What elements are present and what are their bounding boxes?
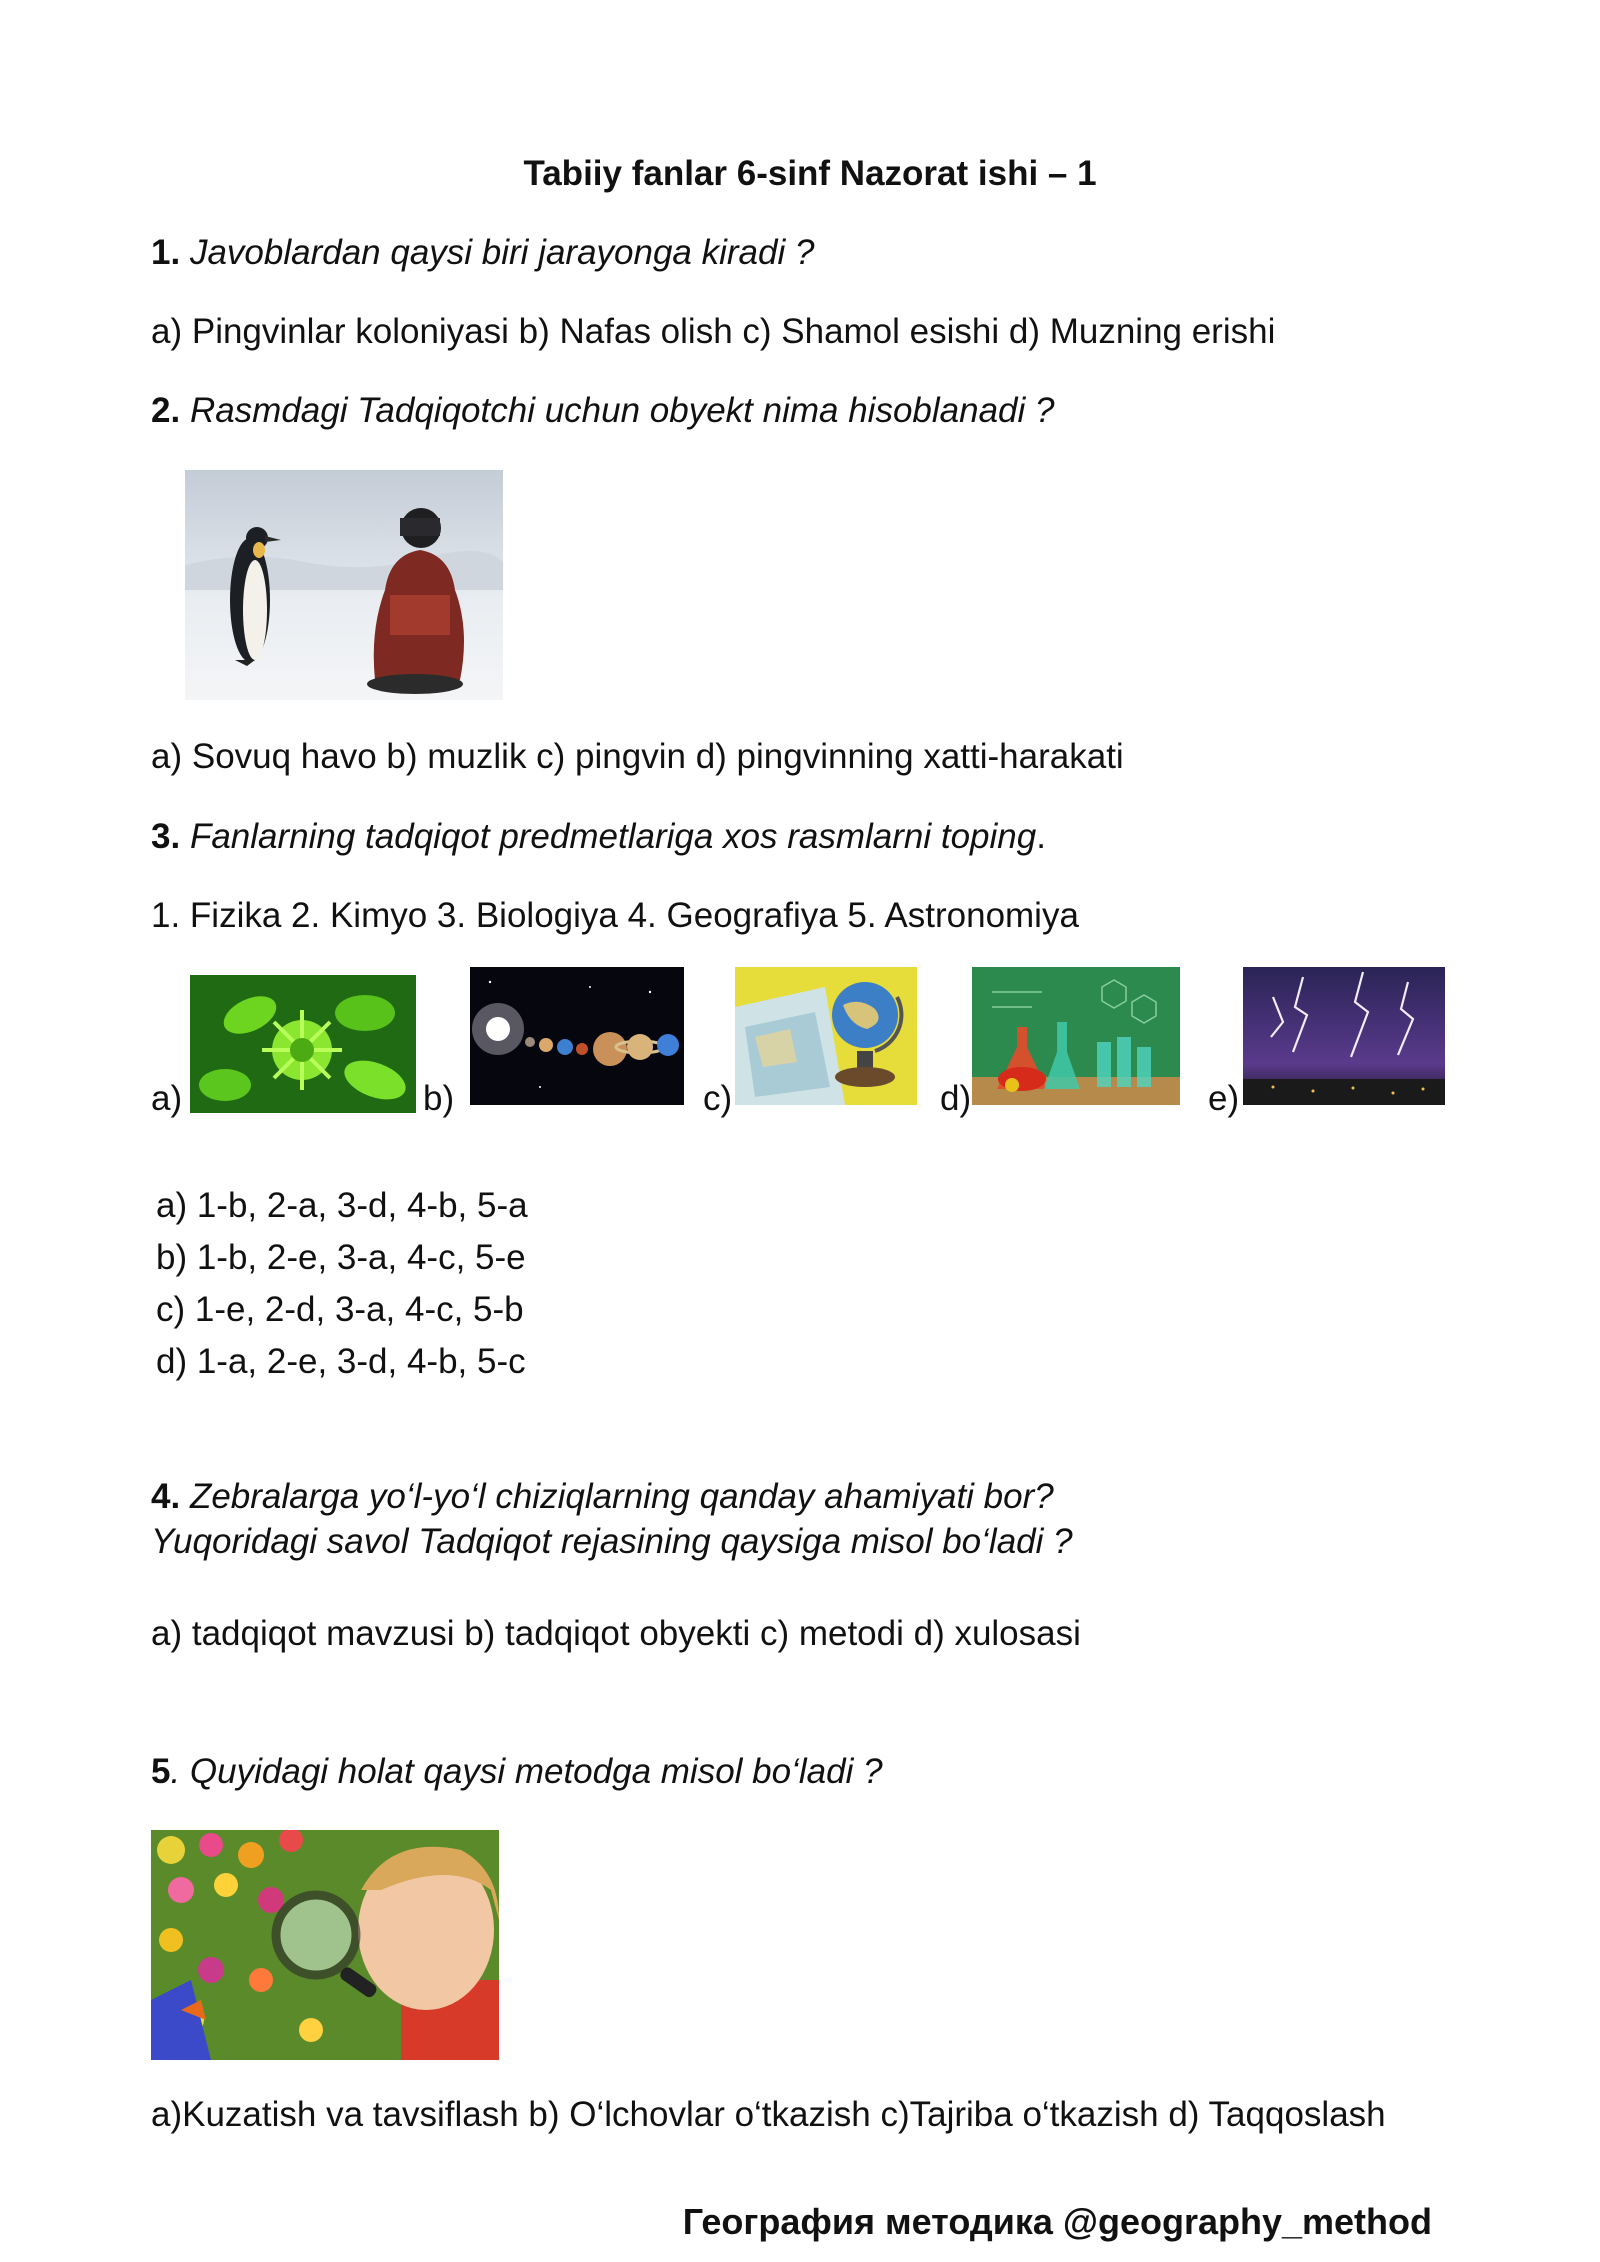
chemistry-flasks-image <box>972 967 1180 1105</box>
question-5-number: 5 <box>151 1752 171 1791</box>
question-5 <box>151 1750 883 1794</box>
answer-option-c: c) 1-e, 2-d, 3-a, 4-c, 5-b <box>156 1290 524 1329</box>
question-4-text-line2: Yuqoridagi savol Tadqiqot rejasining qaysiga misol bo‘ladi ? <box>151 1522 1073 1561</box>
question-2-text: Rasmdagi Tadqiqotchi uchun obyekt nima hisoblanadi ? <box>189 391 1055 430</box>
question-3-text-end: . <box>1036 817 1046 856</box>
question-5-options: a)Kuzatish va tavsiflash b) O‘lchovlar o‘tkazish c)Tajriba o‘tkazish d) Taqqoslash <box>151 2095 1386 2134</box>
question-2-options: a) Sovuq havo b) muzlik c) pingvin d) pingvinning xatti-harakati <box>151 737 1124 776</box>
question-4-options: a) tadqiqot mavzusi b) tadqiqot obyekti c) metodi d) xulosasi <box>151 1614 1081 1653</box>
question-4-number: 4. <box>151 1477 181 1516</box>
globe-map-image <box>735 967 917 1105</box>
answer-option-b: b) 1-b, 2-e, 3-a, 4-c, 5-e <box>156 1238 526 1277</box>
answer-option-d: d) 1-a, 2-e, 3-d, 4-b, 5-c <box>156 1342 526 1381</box>
question-3-number: 3. <box>151 817 181 856</box>
question-2-number: 2. <box>151 391 181 430</box>
image-label-d: d) <box>940 1079 972 1118</box>
page-title: Tabiiy fanlar 6-sinf Nazorat ishi – 1 <box>523 154 1097 193</box>
image-label-e: e) <box>1208 1079 1240 1118</box>
answer-option-a: a) 1-b, 2-a, 3-d, 4-b, 5-a <box>156 1186 528 1225</box>
question-3-text: Fanlarning tadqiqot predmetlariga xos rasmlarni toping <box>189 817 1037 856</box>
question-4 <box>151 1475 1054 1519</box>
subjects-list: 1. Fizika 2. Kimyo 3. Biologiya 4. Geografiya 5. Astronomiya <box>151 896 1079 935</box>
question-1-number: 1. <box>151 233 181 272</box>
question-3 <box>151 815 1046 859</box>
question-4-text-line1: Zebralarga yo‘l-yo‘l chiziqlarning qanday ahamiyati bor? <box>189 1477 1054 1516</box>
question-5-text: . Quyidagi holat qaysi metodga misol bo‘ladi ? <box>170 1752 883 1791</box>
question-1 <box>151 231 814 275</box>
penguin-researcher-photo <box>185 470 503 700</box>
lightning-image <box>1243 967 1445 1105</box>
image-label-c: c) <box>703 1079 733 1118</box>
footer-credit: География методика @geography_method <box>682 2201 1432 2242</box>
question-2 <box>151 389 1054 433</box>
boy-magnifier-photo <box>151 1830 499 2060</box>
question-1-options: a) Pingvinlar koloniyasi b) Nafas olish c) Shamol esishi d) Muzning erishi <box>151 312 1276 351</box>
planets-image <box>470 967 684 1105</box>
bacteria-image <box>190 975 416 1113</box>
image-label-b: b) <box>423 1079 455 1118</box>
question-1-text: Javoblardan qaysi biri jarayonga kiradi ? <box>189 233 815 272</box>
image-label-a: a) <box>151 1079 183 1118</box>
